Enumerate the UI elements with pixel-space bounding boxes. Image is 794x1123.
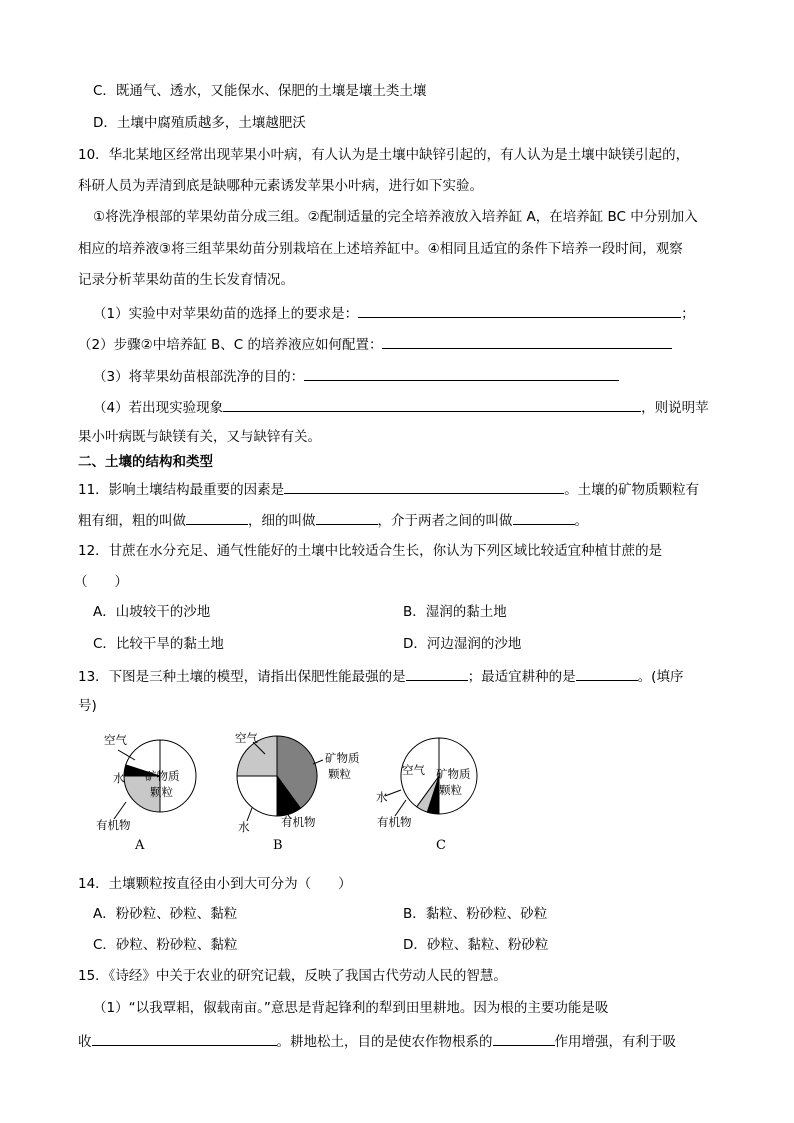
- q15-text-3: 作用增强，有利于吸: [554, 1034, 676, 1050]
- pie-b-label-mineral-2: 颗粒: [328, 767, 351, 781]
- q14-option-b: B．黏粒、粉砂粒、砂粒: [403, 906, 548, 922]
- pie-c-label-water: 水: [376, 790, 388, 804]
- q11-line2: [78, 510, 588, 530]
- q10-procedure-line3: 记录分析苹果幼苗的生长发育情况。: [78, 272, 294, 288]
- q11-blank-middle[interactable]: [513, 510, 575, 525]
- pie-c-label-mineral-2: 颗粒: [439, 783, 462, 797]
- q10-sub2: [78, 334, 672, 354]
- q13-line2: 号): [78, 698, 97, 714]
- q11-text-6: 。: [574, 513, 588, 529]
- q11-blank-coarse[interactable]: [186, 510, 248, 525]
- q11-text-3: 粗有细，粗的叫做: [78, 513, 186, 529]
- q10-stem-line1: 10．华北某地区经常出现苹果小叶病，有人认为是土壤中缺锌引起的，有人认为是土壤中缺镁引起的，: [78, 147, 690, 163]
- pie-b-slices: [237, 736, 317, 816]
- q11-text-4: ，细的叫做: [248, 513, 316, 529]
- q13-text-1: 13．下图是三种土壤的模型，请指出保肥性能最强的是: [78, 669, 406, 685]
- q11-line1: [78, 479, 699, 499]
- q14-stem: 14．土壤颗粒按直径由小到大可分为（ ）: [78, 876, 352, 892]
- q11-text-1: 11．影响土壤结构最重要的因素是: [78, 482, 285, 498]
- q15-sub1-line2: [78, 1031, 676, 1051]
- q12-option-d: D．河边湿润的沙地: [403, 636, 522, 652]
- q12-answer-paren[interactable]: （ ）: [74, 574, 128, 590]
- q10-sub1-end: ；: [681, 306, 695, 322]
- pie-b-slice-2: [237, 776, 277, 816]
- q12-stem: 12．甘蔗在水分充足、通气性能好的土壤中比较适合生长，你认为下列区域比较适宜种植甘蔗的是: [78, 543, 663, 559]
- q14-option-c: C．砂粒、粉砂粒、黏粒: [93, 937, 238, 953]
- q10-sub3-text: （3）将苹果幼苗根部洗净的目的：: [93, 369, 305, 385]
- pie-chart-c: [373, 722, 483, 837]
- pie-a-leader-organic: [114, 802, 126, 819]
- pie-a-label-air: 空气: [104, 733, 127, 747]
- pie-b-label-water: 水: [238, 820, 250, 834]
- q11-blank-fine[interactable]: [316, 510, 378, 525]
- q14-option-a: A．粉砂粒、砂粒、黏粒: [93, 906, 238, 922]
- q15-text-1: 收: [78, 1034, 92, 1050]
- q12-option-b: B．湿润的黏土地: [403, 604, 507, 620]
- q15-blank-absorb[interactable]: [92, 1031, 277, 1046]
- pie-b-label-mineral-1: 矿物质: [325, 751, 360, 765]
- q11-blank-factor[interactable]: [284, 479, 564, 494]
- q13-text-2: ；最适宜耕种的是: [467, 669, 576, 685]
- q15-stem: 15．《诗经》中关于农业的研究记载，反映了我国古代劳动人民的智慧。: [78, 968, 507, 984]
- q15-text-2: 。耕地松土，目的是使农作物根系的: [276, 1034, 493, 1050]
- q13-blank-tillage[interactable]: [576, 666, 638, 681]
- pie-b-label-organic: 有机物: [281, 815, 316, 829]
- q9-option-c: C．既通气、透水，又能保水、保肥的土壤是壤土类土壤: [93, 83, 427, 99]
- q10-sub4-end: ，则说明苹: [641, 400, 709, 416]
- q10-procedure-line1: ①将洗净根部的苹果幼苗分成三组。②配制适量的完全培养液放入培养缸 A，在培养缸 BC 中分别加入: [93, 209, 698, 225]
- q10-sub4-answer-blank[interactable]: [223, 397, 641, 412]
- q12-option-a: A．山坡较干的沙地: [93, 604, 211, 620]
- pie-b-caption: B: [273, 838, 283, 853]
- pie-a-label-water: 水: [113, 771, 125, 785]
- q11-text-2: 。土壤的矿物质颗粒有: [564, 482, 700, 498]
- q10-sub4-line2: 果小叶病既与缺镁有关，又与缺锌有关。: [78, 429, 321, 445]
- pie-c-label-organic: 有机物: [377, 815, 412, 829]
- q13-blank-fertility[interactable]: [406, 666, 468, 681]
- q10-sub3: [93, 366, 619, 386]
- q9-option-d: D．土壤中腐殖质越多，土壤越肥沃: [93, 115, 306, 131]
- pie-c-caption: C: [436, 838, 446, 853]
- q15-blank-root-action[interactable]: [493, 1031, 555, 1046]
- pie-a-label-organic: 有机物: [96, 818, 131, 832]
- q12-option-c: C．比较干旱的黏土地: [93, 636, 224, 652]
- q10-sub4: [93, 397, 709, 417]
- q14-option-d: D．砂粒、黏粒、粉砂粒: [403, 937, 549, 953]
- q10-procedure-line2: 相应的培养液③将三组苹果幼苗分别栽培在上述培养缸中。④相同且适宜的条件下培养一段时间，观察: [78, 241, 683, 257]
- q13-text-3: 。(填序: [637, 669, 684, 685]
- q13-line1: [78, 666, 683, 686]
- pie-a-label-mineral-2: 颗粒: [150, 785, 173, 799]
- pie-chart-b: [225, 722, 370, 837]
- q10-sub1: [93, 303, 695, 323]
- pie-c-label-air: 空气: [402, 763, 425, 777]
- q10-sub3-answer-blank[interactable]: [304, 366, 619, 381]
- pie-a-caption: A: [135, 838, 145, 853]
- q10-sub2-answer-blank[interactable]: [382, 334, 672, 349]
- q10-stem-line2: 科研人员为弄清到底是缺哪种元素诱发苹果小叶病，进行如下实验。: [78, 178, 483, 194]
- q10-sub4-text: （4）若出现实验现象: [93, 400, 224, 416]
- pie-a-label-mineral-1: 矿物质: [145, 769, 180, 783]
- q10-sub1-answer-blank[interactable]: [358, 303, 681, 318]
- q10-sub2-text: （2）步骤②中培养缸 B、C 的培养液应如何配置：: [78, 337, 383, 353]
- q11-text-5: ，介于两者之间的叫做: [377, 513, 513, 529]
- pie-b-label-air: 空气: [235, 731, 258, 745]
- q10-sub1-text: （1）实验中对苹果幼苗的选择上的要求是：: [93, 306, 359, 322]
- q15-sub1: （1）“以我覃耜，俶载南亩。”意思是背起锋利的犁到田里耕地。因为根的主要功能是吸: [93, 1000, 609, 1016]
- pie-c-label-mineral-1: 矿物质: [436, 767, 471, 781]
- pie-c-leader-organic: [395, 800, 406, 816]
- pie-chart-a: [88, 722, 198, 837]
- section-title: 二、土壤的结构和类型: [78, 454, 213, 470]
